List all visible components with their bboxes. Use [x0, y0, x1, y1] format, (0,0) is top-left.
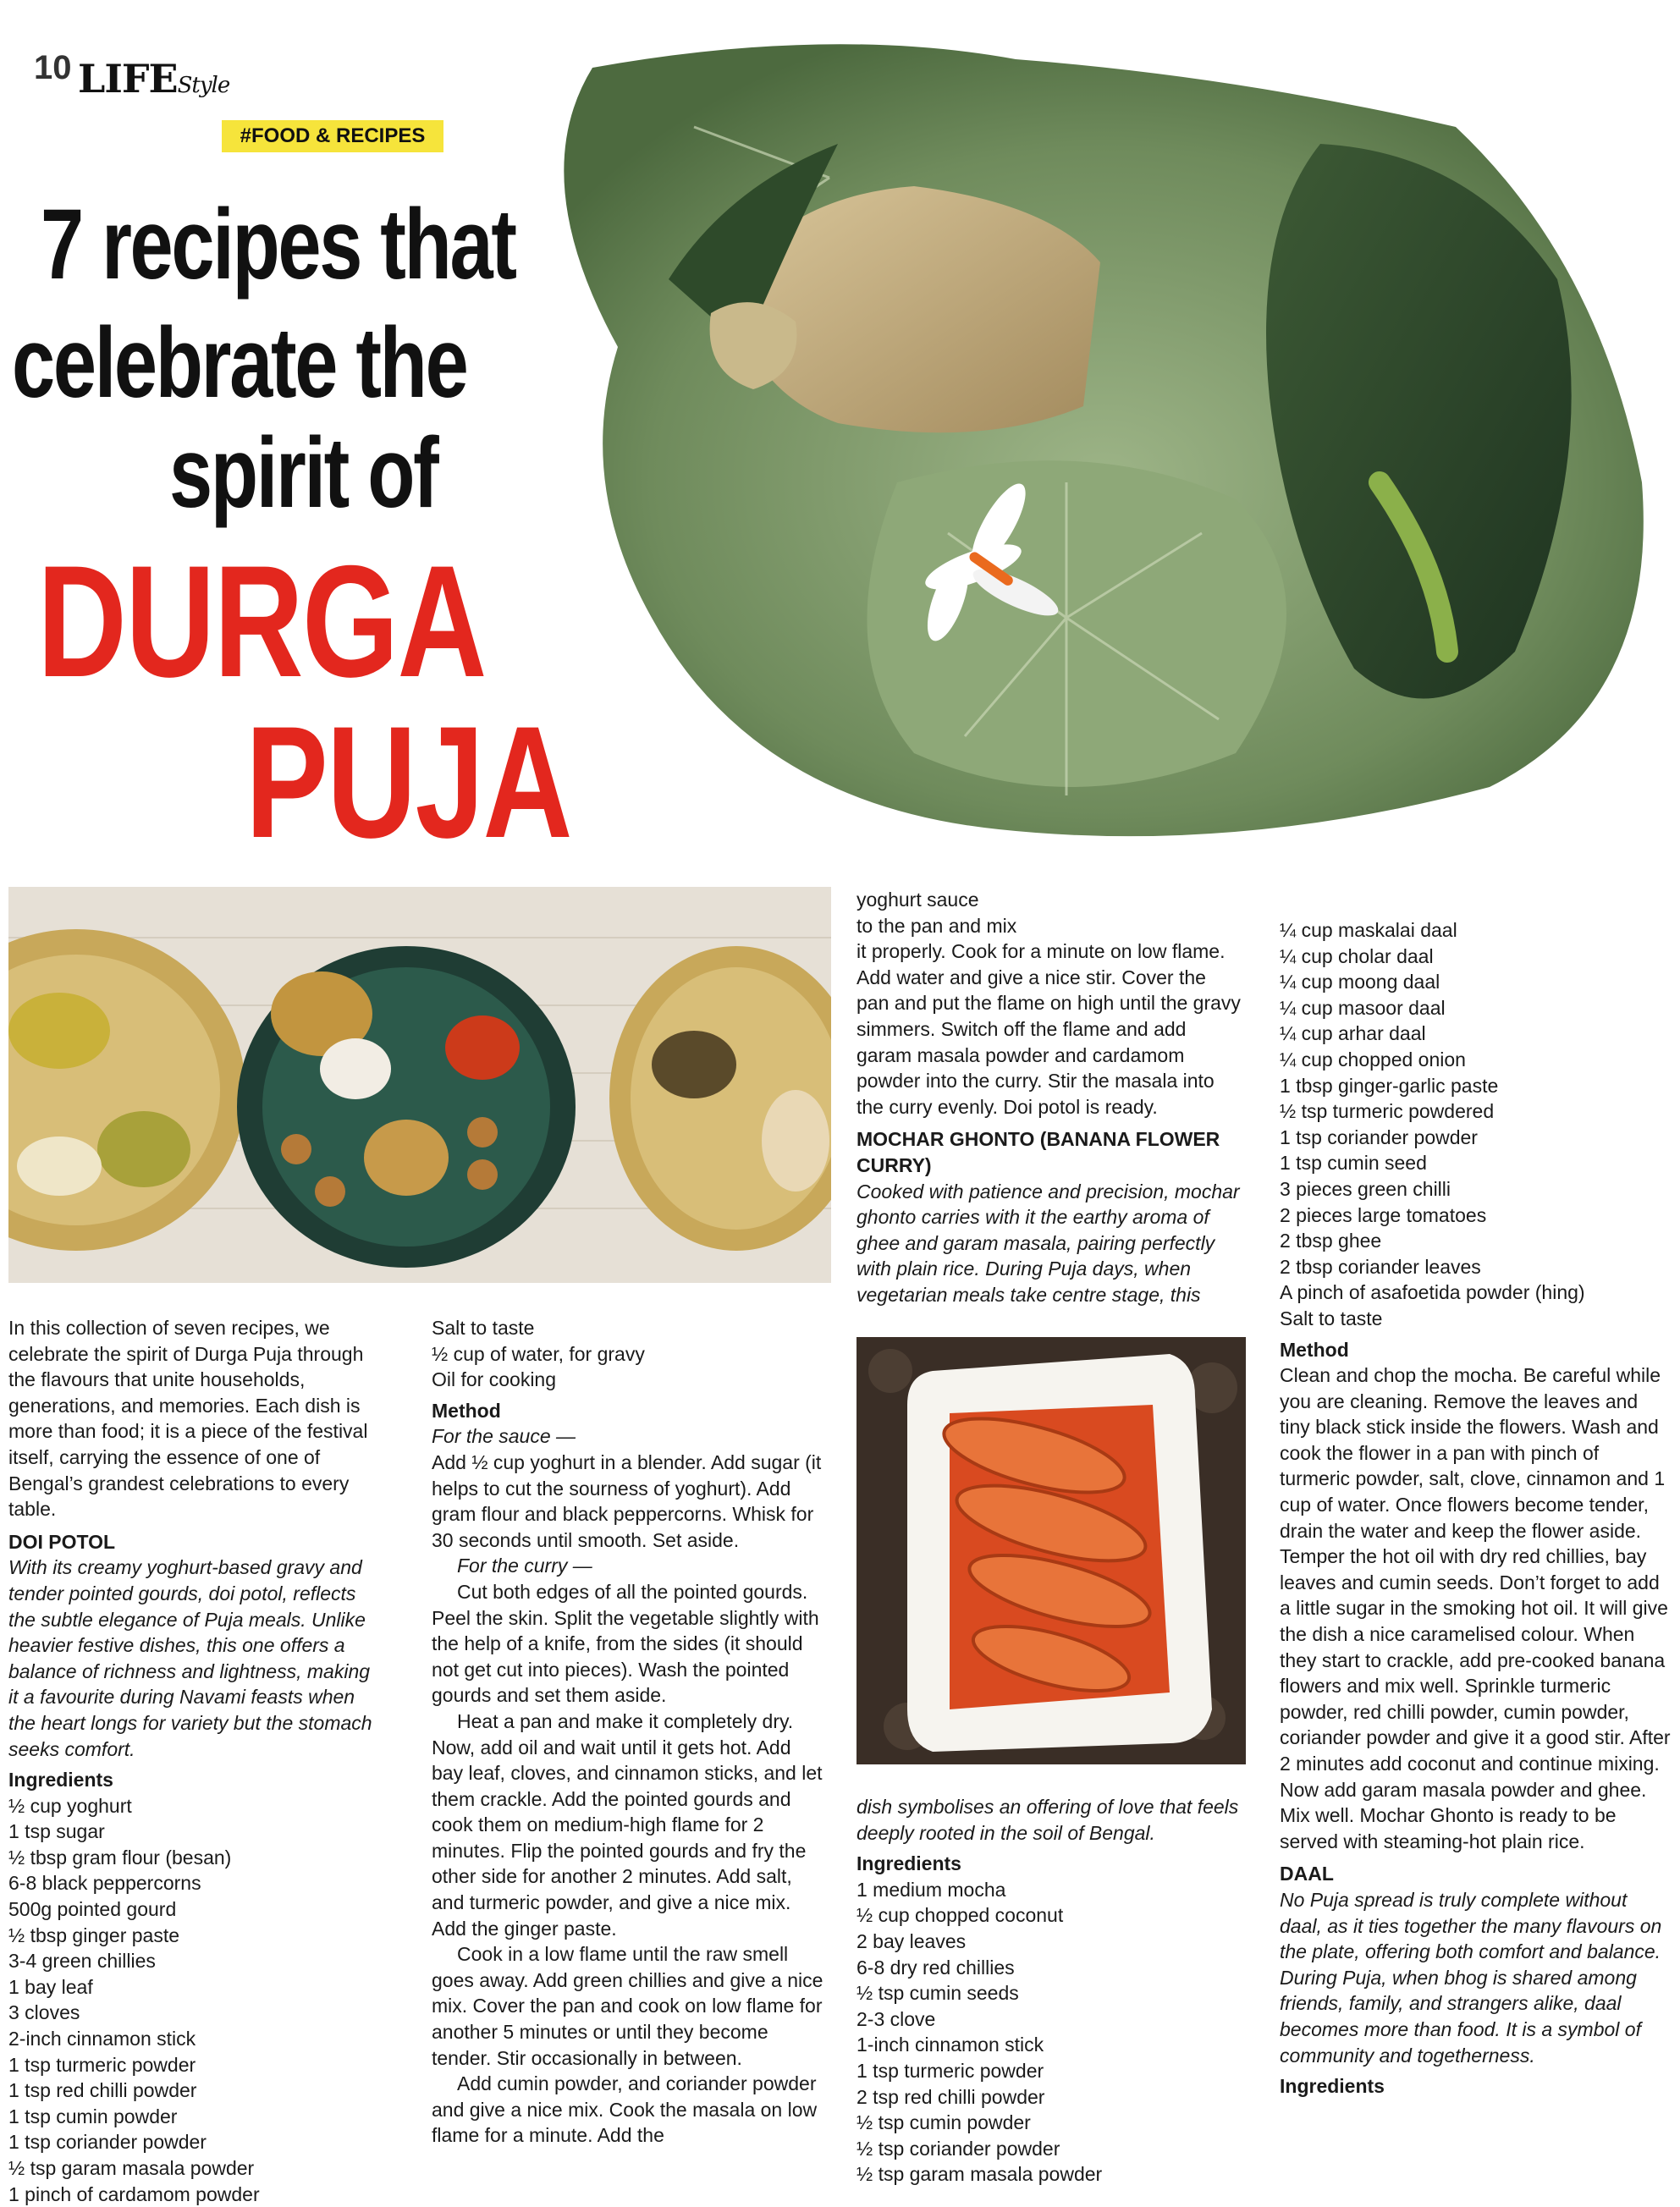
headline-line-2: celebrate the: [12, 307, 467, 419]
ingredient-item: ½ tsp coriander powder: [857, 2137, 1060, 2160]
ingredient-item: A pinch of asafoetida powder (hing): [1280, 1281, 1585, 1304]
mochar-method-label: Method: [1280, 1338, 1349, 1361]
ingredient-item: ¼ cup arhar daal: [1280, 1022, 1426, 1045]
ingredient-item: 1 tsp turmeric powder: [857, 2059, 1044, 2082]
recipe-title-doi-potol: DOI POTOL: [8, 1530, 116, 1553]
mochar-blurb-top: Cooked with patience and precision, mochar ghonto carries with it the earthy aroma of ghee and garam masala, pairing perfectly with plain rice. During Puja days, when vegetarian meals take centre stage, this: [857, 1180, 1240, 1306]
ingredient-item: 2-inch cinnamon stick: [8, 2028, 196, 2050]
ingredient-item: 2 bay leaves: [857, 1929, 967, 1952]
ingredient-item: 500g pointed gourd: [8, 1898, 177, 1921]
doi-potol-method-continued: yoghurt sauce to the pan and mix it properly. Cook for a minute on low flame. Add water and give a nice stir. Cover the pan and put the flame on high until the gravy simmers. Switch off the flame and add garam masala powder and cardamom powder into the curry. Stir the masala into the curry evenly. Doi potol is ready.: [857, 889, 1241, 1118]
ingredient-item: ½ tsp turmeric powdered: [1280, 1100, 1495, 1123]
ingredient-item: ½ tsp cumin powder: [857, 2111, 1031, 2134]
ingredient-item: 1 tsp turmeric powder: [8, 2053, 196, 2076]
ingredient-item: 6-8 dry red chillies: [857, 1956, 1015, 1979]
column-3: [857, 887, 1242, 1308]
column-2: [432, 1315, 825, 2149]
page-number: 10: [34, 49, 72, 86]
ingredient-item: 3 cloves: [8, 2001, 80, 2024]
doi-potol-ingredient-list-cont: [432, 1315, 825, 1393]
ingredient-item: 1 tsp sugar: [8, 1820, 105, 1843]
ingredient-item: ¼ cup cholar daal: [1280, 944, 1434, 967]
recipe-title-mochar-ghonto: MOCHAR GHONTO (BANANA FLOWER CURRY): [857, 1128, 1220, 1176]
ingredient-item: ½ tsp cumin seeds: [857, 1982, 1019, 2005]
mochar-ingredient-list: [857, 1877, 1242, 2188]
column-4: [1280, 917, 1673, 2100]
headline-durga: DURGA: [37, 532, 486, 710]
ingredient-item: ¼ cup chopped onion: [1280, 1048, 1466, 1070]
daal-blurb: No Puja spread is truly complete without daal, as it ties together the many flavours on the plate, offering both comfort and balance. During Puja, when bhog is shared among friends, family, and strangers alike, daal becomes more than food. It is a symbol of community and togetherness.: [1280, 1888, 1662, 2067]
headline-line-3: spirit of: [169, 417, 438, 529]
doi-potol-method-label: Method: [432, 1399, 501, 1422]
curry-step-1: Cut both edges of all the pointed gourds. Peel the skin. Split the vegetable slightly with the help of a knife, from the sides (it should not get cut into pieces). Wash the pointed gourds and set them aside.: [432, 1580, 819, 1707]
ingredient-item: 3-4 green chillies: [8, 1950, 156, 1973]
ingredient-item: 2 tsp red chilli powder: [857, 2085, 1045, 2108]
prawn-curry-photo: [857, 1337, 1246, 1764]
curry-label: For the curry —: [457, 1555, 592, 1577]
doi-potol-ingredients-label: Ingredients: [8, 1769, 113, 1791]
curry-step-3: Cook in a low flame until the raw smell goes away. Add green chillies and give a nice mix. Cover the pan and cook on low flame for another 5 minutes or until they become tender. Stir occasionally in between.: [432, 1943, 823, 2069]
mochar-blurb-bottom: dish symbolises an offering of love that feels deeply rooted in the soil of Bengal.: [857, 1796, 1239, 1844]
ingredient-item: 1 tsp cumin powder: [8, 2105, 178, 2127]
mochar-ingredient-list-cont: [1280, 917, 1673, 1332]
ingredient-item: 2 tbsp ghee: [1280, 1230, 1382, 1252]
ingredient-item: 3 pieces green chilli: [1280, 1177, 1451, 1200]
ingredient-item: Salt to taste: [1280, 1307, 1383, 1329]
logo-main: LIFE: [78, 56, 178, 102]
ingredient-item: ½ tsp garam masala powder: [8, 2157, 255, 2179]
ingredient-item: 1 tsp coriander powder: [1280, 1126, 1478, 1148]
ingredient-item: ½ cup of water, for gravy: [432, 1342, 645, 1365]
column-1: [8, 1315, 372, 2207]
ingredient-item: ½ cup chopped coconut: [857, 1904, 1064, 1927]
ingredient-item: 1 medium mocha: [857, 1878, 1006, 1901]
ingredient-item: 1-inch cinnamon stick: [857, 2034, 1044, 2056]
sauce-text: Add ½ cup yoghurt in a blender. Add sugar (it helps to cut the sourness of yoghurt). Add gram flour and black peppercorns. Whisk for 30 seconds until smooth. Set aside.: [432, 1450, 822, 1551]
column-3-bottom: [857, 1794, 1242, 2188]
curry-step-2: Heat a pan and make it completely dry. Now, add oil and wait until it gets hot. Add bay leaf, cloves, and cinnamon sticks, and let them crackle. Add the pointed gourds and cook them on medium-high flame for 2 minutes. Flip the pointed gourds and fry the other side for another 2 minutes. Add salt, and turmeric powder, and give a nice mix. Add the ginger paste.: [432, 1709, 823, 1940]
ingredient-item: 1 tsp cumin seed: [1280, 1152, 1427, 1175]
ingredient-item: Salt to taste: [432, 1317, 535, 1339]
ingredient-item: 1 tbsp ginger-garlic paste: [1280, 1074, 1499, 1097]
hero-food-photo: [474, 8, 1676, 880]
curry-step-4: Add cumin powder, and coriander powder and give a nice mix. Cook the masala on low flame for a minute. Add the: [432, 2072, 818, 2147]
ingredient-item: 6-8 black peppercorns: [8, 1872, 201, 1895]
headline-line-1: 7 recipes that: [41, 189, 515, 300]
ingredient-item: 1 bay leaf: [8, 1975, 93, 1998]
headline-puja: PUJA: [245, 693, 571, 871]
ingredient-item: ½ tbsp gram flour (besan): [8, 1846, 232, 1869]
section-tag: #FOOD & RECIPES: [222, 120, 443, 152]
intro-paragraph: In this collection of seven recipes, we celebrate the spirit of Durga Puja through the flavours that unite households, generations, and memories. Each dish is more than food; it is a piece of the festival itself, carrying the essence of one of Bengal’s grandest celebrations to every table.: [8, 1317, 368, 1521]
ingredient-item: Oil for cooking: [432, 1368, 557, 1391]
ingredient-item: 1 pinch of cardamom powder: [8, 2182, 260, 2205]
ingredient-item: 1 tsp coriander powder: [8, 2131, 207, 2154]
ingredient-item: ½ tbsp ginger paste: [8, 1924, 180, 1946]
ingredient-item: 2-3 clove: [857, 2007, 936, 2030]
ingredient-item: 2 pieces large tomatoes: [1280, 1203, 1487, 1226]
thali-photo: [8, 887, 831, 1283]
ingredient-item: 2 tbsp coriander leaves: [1280, 1255, 1481, 1278]
ingredient-item: ¼ cup masoor daal: [1280, 996, 1446, 1019]
ingredient-item: ½ tsp garam masala powder: [857, 2163, 1103, 2186]
doi-potol-ingredient-list: [8, 1793, 372, 2207]
magazine-logo: [78, 56, 229, 102]
ingredient-item: ½ cup yoghurt: [8, 1794, 132, 1817]
logo-sub: Style: [177, 73, 230, 98]
mochar-ingredients-label: Ingredients: [857, 1852, 961, 1875]
ingredient-item: ¼ cup moong daal: [1280, 971, 1440, 993]
ingredient-item: ¼ cup maskalai daal: [1280, 919, 1457, 941]
daal-ingredients-label: Ingredients: [1280, 2075, 1385, 2098]
mochar-method: Clean and chop the mocha. Be careful while you are cleaning. Remove the leaves and tiny black stick inside the flowers. Wash and cook the flower in a pan with pinch of turmeric powder, salt, clove, cinnamon and 1 cup of water. Once flowers become tender, drain the water and keep the flower aside. Temper the hot oil with dry red chillies, bay leaves and cumin seeds. Don’t forget to add a little sugar in the smoking hot oil. It will give the dish a nice caramelised colour. When they start to crackle, add pre-cooked banana flowers and mix well. Sprinkle turmeric powder, red chilli powder, cumin powder, coriander powder and give it a good stir. After 2 minutes add coconut and continue mixing. Now add garam masala powder and ghee. Mix well. Mochar Ghonto is ready to be served with steaming-hot plain rice.: [1280, 1364, 1671, 1852]
doi-potol-blurb: With its creamy yoghurt-based gravy and tender pointed gourds, doi potol, reflects the subtle elegance of Puja meals. Unlike heavier festive dishes, this one offers a balance of richness and lightness, making it a favourite during Navami feasts when the heart longs for variety but the stomach seeks comfort.: [8, 1556, 372, 1760]
recipe-title-daal: DAAL: [1280, 1863, 1334, 1885]
sauce-label: For the sauce —: [432, 1425, 576, 1448]
ingredient-item: 1 tsp red chilli powder: [8, 2079, 197, 2102]
